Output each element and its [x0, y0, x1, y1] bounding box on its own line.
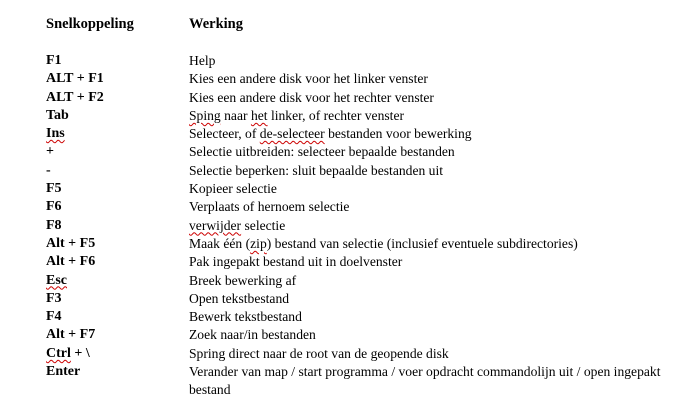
shortcut-table [0, 52, 700, 400]
shortcut-key: ALT + F2 [46, 89, 104, 105]
shortcut-key: F8 [46, 217, 62, 233]
description-text: Selecteer, of [189, 126, 260, 142]
shortcut-row [0, 125, 700, 143]
shortcut-key: Alt + F5 [46, 235, 96, 251]
shortcut-key: Tab [46, 107, 69, 123]
shortcut-row [0, 143, 700, 161]
shortcut-description: Help [189, 53, 216, 68]
shortcut-row [0, 363, 700, 400]
shortcut-row [0, 253, 700, 271]
shortcut-description: Pak ingepakt bestand uit in doelvenster [189, 254, 403, 270]
shortcut-description: Verplaats of hernoem selectie [189, 199, 350, 215]
spelling-flagged-word: Sping [189, 107, 221, 123]
shortcut-row [0, 326, 700, 344]
shortcut-description: Zoek naar/in bestanden [189, 327, 316, 343]
shortcut-row [0, 180, 700, 198]
shortcut-description: Bewerk tekstbestand [189, 309, 302, 325]
shortcut-key: Esc [46, 272, 67, 288]
shortcut-description: Selectie uitbreiden: selecteer bepaalde bestanden [189, 144, 455, 160]
shortcut-description: Breek bewerking af [189, 272, 297, 288]
shortcut-description: Spring direct naar de root van de geopende disk [189, 345, 449, 361]
shortcut-row [0, 162, 700, 180]
shortcut-key: Alt + F6 [46, 254, 96, 270]
shortcut-key: ALT + F1 [46, 71, 104, 87]
shortcut-row [0, 107, 700, 125]
shortcut-row [0, 217, 700, 235]
shortcut-row [0, 70, 700, 88]
description-text: linker, of rechter venster [267, 107, 405, 123]
shortcut-description [189, 125, 669, 143]
shortcut-description [189, 235, 669, 253]
shortcut-key: F1 [46, 53, 62, 68]
shortcut-key: F4 [46, 309, 62, 325]
shortcut-key: Enter [46, 364, 81, 380]
shortcut-column-header: Snelkoppeling [46, 16, 134, 32]
shortcut-row [0, 235, 700, 253]
shortcut-row [0, 198, 700, 216]
spelling-flagged-word: het [250, 107, 268, 123]
description-text: naar [220, 107, 251, 123]
shortcut-row [0, 345, 700, 363]
description-text: selectie [241, 217, 286, 233]
shortcut-row [0, 89, 700, 107]
shortcut-key [46, 345, 90, 363]
shortcut-key: F5 [46, 181, 62, 197]
shortcut-key: - [46, 162, 51, 178]
shortcut-description: Kopieer selectie [189, 181, 277, 197]
shortcut-row [0, 52, 700, 70]
description-text: Maak één ( [189, 235, 251, 251]
shortcut-description: Kies een andere disk voor het linker venster [189, 71, 428, 87]
key-text: + \ [70, 345, 90, 361]
action-column-header: Werking [189, 16, 243, 32]
shortcut-row [0, 272, 700, 290]
shortcut-description: Verander van map / start programma / voer opdracht commandolijn uit / open ingepakt bestand [189, 364, 661, 398]
shortcut-row [0, 308, 700, 326]
description-text: bestanden voor bewerking [324, 126, 472, 142]
spelling-flagged-word: zip [250, 235, 267, 251]
shortcut-row [0, 290, 700, 308]
description-text: ) bestand van selectie (inclusief eventuele subdirectories) [266, 235, 578, 251]
shortcut-description [189, 217, 669, 235]
shortcut-key: + [46, 144, 54, 160]
shortcut-description: Selectie beperken: sluit bepaalde bestanden uit [189, 162, 444, 178]
shortcut-description: Kies een andere disk voor het rechter venster [189, 89, 434, 105]
shortcut-key: F6 [46, 199, 62, 215]
shortcut-description: Open tekstbestand [189, 290, 290, 306]
spelling-flagged-word: de-selecteer [259, 126, 325, 142]
spelling-flagged-word: verwijder [189, 217, 242, 233]
shortcut-key: F3 [46, 290, 62, 306]
shortcut-description [189, 107, 669, 125]
shortcut-key: Ins [46, 126, 65, 142]
shortcut-key: Alt + F7 [46, 327, 96, 343]
spelling-flagged-word: Ctrl [46, 345, 71, 361]
